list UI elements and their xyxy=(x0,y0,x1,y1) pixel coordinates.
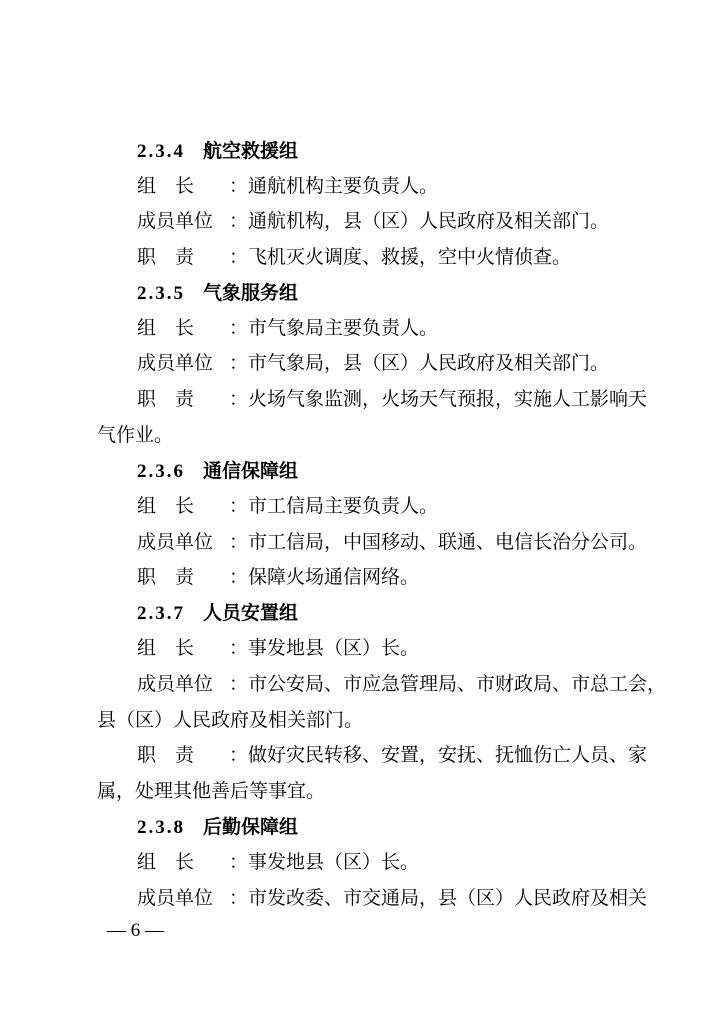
section-title: 人员安置组 xyxy=(203,602,299,624)
members-line xyxy=(137,530,724,554)
colon: ： xyxy=(229,531,249,553)
section-title: 通信保障组 xyxy=(203,460,299,482)
leader-line xyxy=(137,636,724,660)
colon: ： xyxy=(229,673,249,695)
leader-line xyxy=(137,494,724,518)
section-number: 2.3.5 xyxy=(137,283,185,304)
members-line xyxy=(137,886,724,910)
colon: ： xyxy=(229,175,249,197)
members-label: 成员单位 xyxy=(137,887,214,909)
members-line xyxy=(137,351,724,375)
colon: ： xyxy=(229,352,249,374)
section-title: 气象服务组 xyxy=(203,282,299,304)
members-value: 通航机构，县（区）人民政府及相关部门。 xyxy=(248,210,610,232)
leader-value: 市工信局主要负责人。 xyxy=(248,495,439,517)
duty-continuation: 气作业。 xyxy=(97,424,174,446)
colon: ： xyxy=(229,495,249,517)
section-title: 后勤保障组 xyxy=(203,816,299,838)
section-number: 2.3.8 xyxy=(137,817,185,838)
leader-line xyxy=(137,850,724,874)
members-label: 成员单位 xyxy=(137,210,214,232)
section-heading xyxy=(137,459,724,484)
colon: ： xyxy=(229,851,249,873)
members-label: 成员单位 xyxy=(137,531,214,553)
duty-value: 保障火场通信网络。 xyxy=(248,566,420,588)
duty-line xyxy=(137,387,724,411)
section-number: 2.3.7 xyxy=(137,603,185,624)
section-heading xyxy=(137,815,724,840)
section-heading xyxy=(137,281,724,306)
duty-value: 飞机灭火调度、救援，空中火情侦查。 xyxy=(248,246,572,268)
members-value: 市工信局，中国移动、联通、电信长治分公司。 xyxy=(248,531,648,553)
leader-value: 事发地县（区）长。 xyxy=(248,851,420,873)
duty-value: 做好灾民转移、安置，安抚、抚恤伤亡人员、家 xyxy=(248,744,648,766)
members-value: 市气象局，县（区）人民政府及相关部门。 xyxy=(248,352,610,374)
leader-value: 事发地县（区）长。 xyxy=(248,637,420,659)
members-value: 市公安局、市应急管理局、市财政局、市总工会， xyxy=(248,673,667,695)
duty-label: 职 责 xyxy=(137,566,195,588)
colon: ： xyxy=(229,388,249,410)
section-heading xyxy=(137,139,724,164)
leader-label: 组 长 xyxy=(137,637,195,659)
members-label: 成员单位 xyxy=(137,352,214,374)
members-line xyxy=(137,672,724,696)
section-number: 2.3.4 xyxy=(137,141,185,162)
section-number: 2.3.6 xyxy=(137,461,185,482)
leader-line xyxy=(137,174,724,198)
members-value: 市发改委、市交通局，县（区）人民政府及相关 xyxy=(248,887,648,909)
leader-label: 组 长 xyxy=(137,851,195,873)
members-label: 成员单位 xyxy=(137,673,214,695)
leader-label: 组 长 xyxy=(137,175,195,197)
members-continuation: 县（区）人民政府及相关部门。 xyxy=(97,709,364,731)
duty-line xyxy=(137,743,724,767)
colon: ： xyxy=(229,744,249,766)
duty-value: 火场气象监测，火场天气预报，实施人工影响天 xyxy=(248,388,648,410)
colon: ： xyxy=(229,317,249,339)
colon: ： xyxy=(229,246,249,268)
colon: ： xyxy=(229,887,249,909)
page-number: — 6 — xyxy=(107,920,164,941)
colon: ： xyxy=(229,566,249,588)
leader-value: 通航机构主要负责人。 xyxy=(248,175,439,197)
section-heading xyxy=(137,601,724,626)
duty-label: 职 责 xyxy=(137,744,195,766)
duty-line xyxy=(137,245,724,269)
colon: ： xyxy=(229,637,249,659)
duty-label: 职 责 xyxy=(137,388,195,410)
section-title: 航空救援组 xyxy=(203,140,299,162)
leader-label: 组 长 xyxy=(137,495,195,517)
duty-line xyxy=(137,565,724,589)
colon: ： xyxy=(229,210,249,232)
leader-line xyxy=(137,316,724,340)
leader-label: 组 长 xyxy=(137,317,195,339)
members-line xyxy=(137,209,724,233)
duty-continuation: 属，处理其他善后等事宜。 xyxy=(97,780,326,802)
duty-label: 职 责 xyxy=(137,246,195,268)
leader-value: 市气象局主要负责人。 xyxy=(248,317,439,339)
